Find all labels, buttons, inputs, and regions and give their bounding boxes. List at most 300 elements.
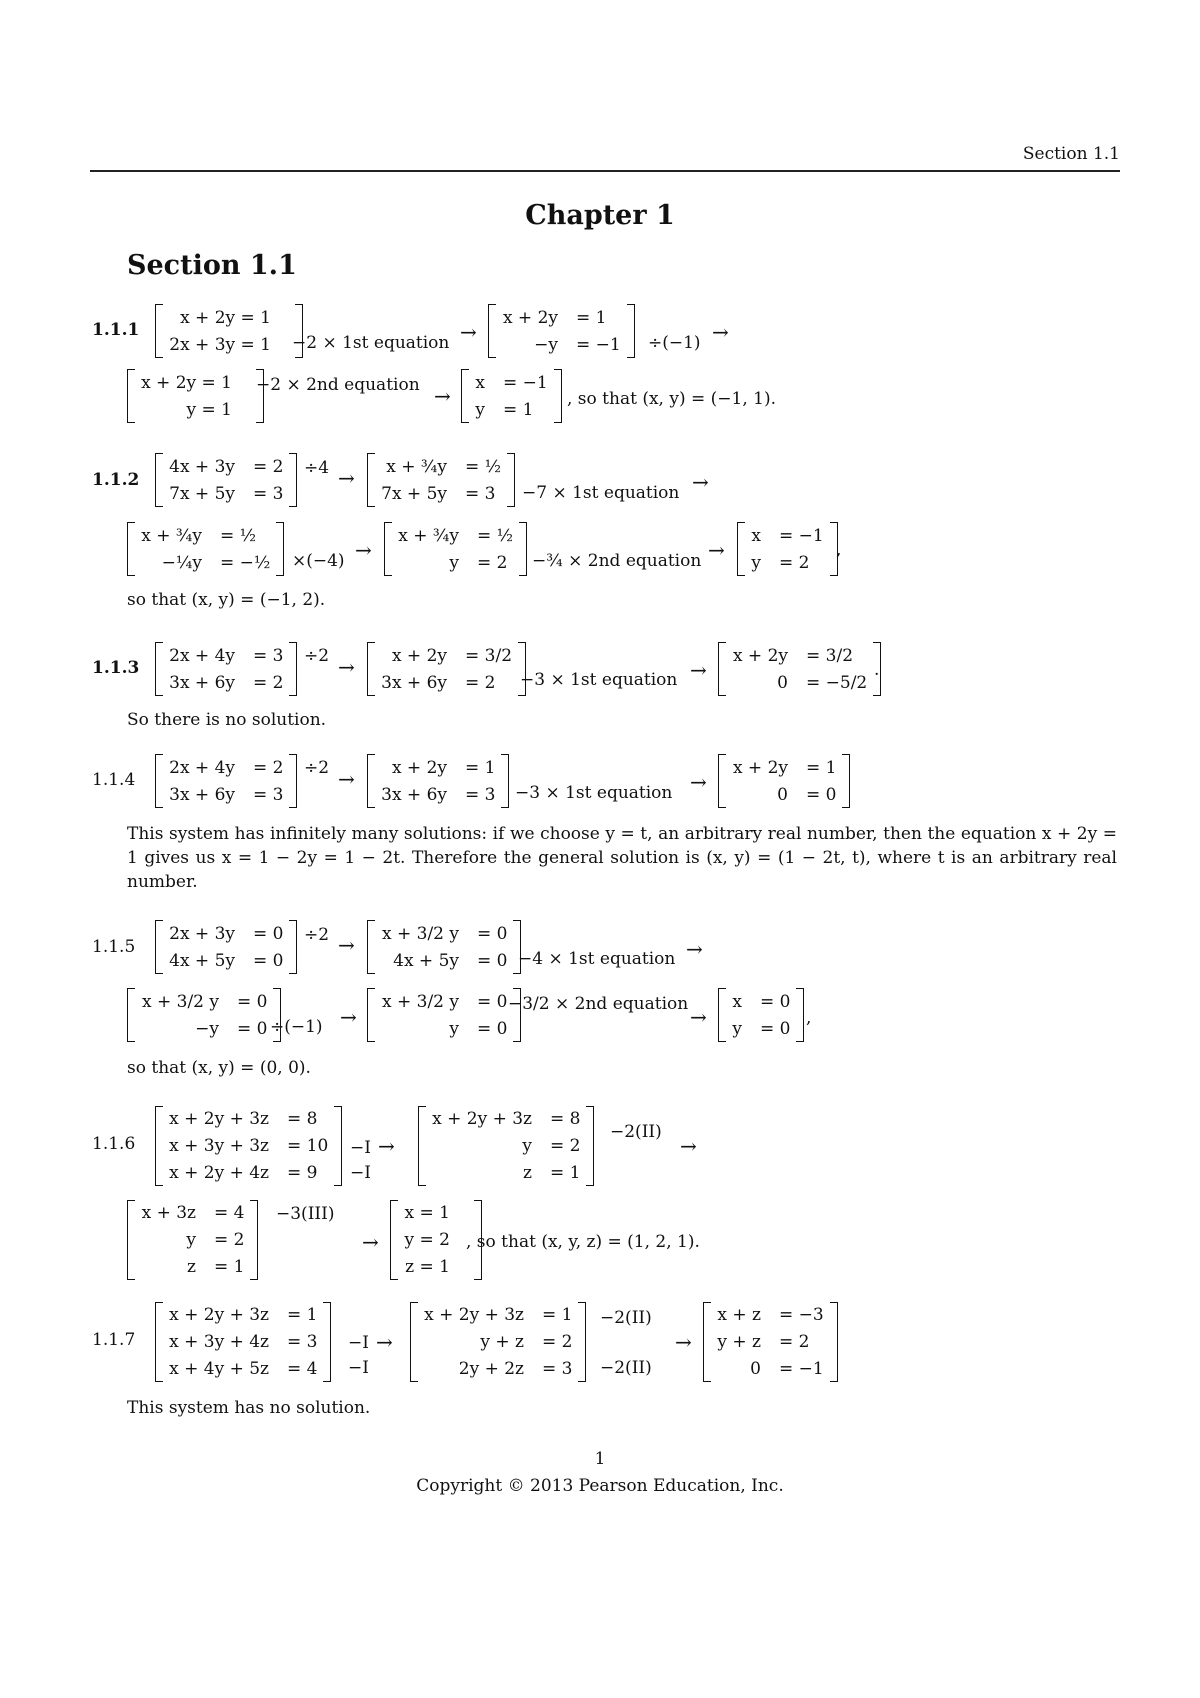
operation-label: −¾ × 2nd equation (532, 551, 702, 571)
matrix-rhs: = −5/2 (806, 672, 868, 693)
matrix-row (169, 1134, 328, 1158)
matrix-lhs: 7x + 5y (169, 483, 235, 504)
matrix (461, 369, 562, 423)
matrix-lhs: −y (195, 1018, 219, 1039)
matrix (367, 453, 515, 507)
matrix-lhs: x + 3y + 4z (169, 1331, 269, 1352)
matrix-row (381, 1017, 507, 1041)
matrix-rhs: = 3 (465, 784, 496, 805)
matrix-rhs (271, 306, 289, 330)
matrix-rhs: = 3 (287, 1331, 318, 1352)
matrix-rhs: = 1 (214, 1256, 245, 1277)
matrix-row (751, 551, 824, 575)
matrix-rhs: = −½ (220, 552, 271, 573)
arrow-icon: → (434, 384, 451, 408)
matrix-rhs: = 2 (477, 552, 508, 573)
matrix-row (141, 551, 270, 575)
comma: , (806, 1008, 812, 1028)
right-bracket (334, 1106, 342, 1186)
right-bracket (289, 920, 297, 974)
right-bracket (323, 1302, 331, 1382)
matrix-row (141, 990, 267, 1014)
matrix-lhs: x + 2y (391, 645, 447, 666)
exercise-label: 1.1.3 (92, 658, 140, 678)
matrix-rhs: = 2 (542, 1331, 573, 1352)
solution-text: so that (x, y) = (0, 0). (127, 1058, 311, 1078)
matrix-row (169, 1303, 317, 1327)
matrix-rhs: = 3 (253, 483, 284, 504)
matrix-rhs: = 2 (779, 1331, 810, 1352)
matrix-lhs: x + 3/2 y (381, 923, 459, 944)
matrix-rhs: = 0 (477, 991, 508, 1012)
exercise-label: 1.1.2 (92, 470, 140, 490)
arrow-icon: → (686, 937, 703, 961)
left-bracket (127, 522, 135, 576)
matrix-row (381, 455, 501, 479)
matrix-rhs: = 0 (760, 991, 791, 1012)
right-bracket (250, 1200, 258, 1280)
matrix-rhs: = 2 (253, 757, 284, 778)
matrix-row (141, 371, 250, 395)
running-header-title: Section 1.1 (1022, 144, 1120, 164)
operation-label: −I (348, 1358, 369, 1378)
solution-text: , so that (x, y) = (−1, 1). (567, 389, 776, 409)
matrix-rhs: = 2 (214, 1229, 245, 1250)
matrix-lhs: x (732, 991, 742, 1012)
matrix (155, 1302, 331, 1382)
left-bracket (155, 304, 163, 358)
matrix (703, 1302, 838, 1382)
matrix (367, 754, 509, 808)
arrow-icon: → (378, 1134, 395, 1158)
matrix-rhs: = 2 (253, 672, 284, 693)
matrix (127, 988, 281, 1042)
matrix-lhs: x + 2y = 1 (141, 372, 232, 393)
left-bracket (737, 522, 745, 576)
solution-text: This system has no solution. (127, 1398, 371, 1418)
right-bracket (627, 304, 635, 358)
matrix-row (502, 333, 621, 357)
matrix (127, 369, 264, 423)
matrix-lhs: x + 2y = 1 (180, 307, 271, 328)
operation-label: −2 × 1st equation (292, 333, 450, 353)
matrix-row (169, 671, 283, 695)
matrix-row (381, 756, 495, 780)
left-bracket (367, 642, 375, 696)
matrix (127, 522, 284, 576)
left-bracket (367, 920, 375, 974)
arrow-icon: → (690, 658, 707, 682)
matrix (155, 453, 297, 507)
right-bracket (501, 754, 509, 808)
operation-label: ÷2 (304, 758, 330, 778)
matrix-row (169, 1357, 317, 1381)
matrix-row (381, 990, 507, 1014)
right-bracket (519, 522, 527, 576)
matrix-row (717, 1357, 824, 1381)
solution-text: This system has infinitely many solutions: if we choose y = t, an arbitrary real number, then the equation x + 2y = 1 gives us x = 1 − 2y = 1 − 2t. Therefore the general solution is (x, y) = (1 − 2t, t), where t is an arbitrary real number. (127, 824, 1117, 892)
matrix-rhs: = 2 (550, 1135, 581, 1156)
right-bracket (554, 369, 562, 423)
matrix-lhs: x + ¾y (386, 456, 447, 477)
matrix-lhs: y (751, 552, 761, 573)
matrix (488, 304, 635, 358)
matrix-row (141, 1017, 267, 1041)
left-bracket (718, 642, 726, 696)
matrix-row (169, 1107, 328, 1131)
matrix-row (381, 644, 512, 668)
matrix (384, 522, 527, 576)
matrix-lhs: 3x + 6y (169, 784, 235, 805)
right-bracket (507, 453, 515, 507)
left-bracket (718, 988, 726, 1042)
matrix-row (717, 1303, 824, 1327)
matrix (155, 754, 297, 808)
right-bracket (276, 522, 284, 576)
matrix-lhs: 0 (777, 672, 788, 693)
right-bracket (289, 642, 297, 696)
matrix (367, 988, 521, 1042)
left-bracket (703, 1302, 711, 1382)
matrix-rhs: = 4 (214, 1203, 245, 1224)
matrix-rhs: = 0 (237, 991, 268, 1012)
matrix-row (751, 524, 824, 548)
matrix-lhs: x + 2y + 3z (169, 1109, 269, 1130)
matrix-row (404, 1228, 468, 1252)
matrix-row (169, 306, 289, 330)
right-bracket (586, 1106, 594, 1186)
exercise-label: 1.1.1 (92, 320, 140, 340)
matrix-row (169, 949, 283, 973)
matrix-row (398, 551, 513, 575)
chapter-title: Chapter 1 (525, 200, 675, 231)
matrix-lhs: 4x + 5y (169, 950, 235, 971)
left-bracket (155, 453, 163, 507)
matrix (718, 988, 804, 1042)
matrix-lhs: −¼y (161, 552, 202, 573)
operation-label: ÷2 (304, 925, 330, 945)
matrix-rhs: = 9 (287, 1162, 318, 1183)
matrix-lhs: x + 2y (732, 645, 788, 666)
right-bracket (842, 754, 850, 808)
left-bracket (127, 369, 135, 423)
matrix-lhs: x + 2y (502, 307, 558, 328)
matrix-lhs: y = 1 (186, 399, 232, 420)
operation-label: −2 × 2nd equation (256, 375, 420, 395)
matrix-rhs: = 1 (503, 399, 534, 420)
matrix-row (169, 455, 283, 479)
matrix-rhs: = −1 (503, 372, 548, 393)
matrix (127, 1200, 258, 1280)
solution-text: , so that (x, y, z) = (1, 2, 1). (466, 1232, 700, 1252)
matrix-row (732, 644, 867, 668)
matrix-rhs: = 0 (477, 923, 508, 944)
matrix-row (141, 1255, 244, 1279)
matrix-rhs: = ½ (220, 525, 257, 546)
matrix-rhs: = 3 (542, 1358, 573, 1379)
operation-label: ×(−4) (292, 551, 345, 571)
matrix-rhs: = −1 (779, 525, 824, 546)
arrow-icon: → (338, 466, 355, 490)
matrix-lhs: x (751, 525, 761, 546)
left-bracket (718, 754, 726, 808)
matrix-rhs: = 2 (465, 672, 496, 693)
left-bracket (390, 1200, 398, 1280)
right-bracket (830, 1302, 838, 1382)
matrix-rhs: = 3 (465, 483, 496, 504)
arrow-icon: → (680, 1134, 697, 1158)
operation-label: ÷4 (304, 458, 330, 478)
matrix-lhs: y + z (717, 1331, 761, 1352)
left-bracket (418, 1106, 426, 1186)
operation-label: −I (350, 1138, 371, 1158)
matrix-lhs: y (449, 1018, 459, 1039)
matrix-row (169, 482, 283, 506)
matrix-lhs: 2x + 4y (169, 645, 235, 666)
matrix-lhs: x + 3/2 y (381, 991, 459, 1012)
matrix-row (424, 1303, 572, 1327)
matrix-lhs: 0 (750, 1358, 761, 1379)
matrix-row (381, 922, 507, 946)
exercise-label: 1.1.5 (92, 937, 136, 957)
arrow-icon: → (338, 767, 355, 791)
left-bracket (488, 304, 496, 358)
operation-label: −3/2 × 2nd equation (508, 994, 689, 1014)
matrix-rhs (232, 371, 250, 395)
matrix-row (169, 1330, 317, 1354)
matrix-rhs: = 2 (253, 456, 284, 477)
matrix-rhs (271, 333, 289, 357)
matrix-row (732, 671, 867, 695)
matrix (367, 920, 521, 974)
matrix-row (169, 333, 289, 357)
matrix-rhs: = 1 (806, 757, 837, 778)
matrix-lhs: y (522, 1135, 532, 1156)
matrix-rhs: = ½ (465, 456, 502, 477)
matrix-row (381, 482, 501, 506)
matrix-lhs: y = 2 (404, 1229, 450, 1250)
arrow-icon: → (338, 655, 355, 679)
matrix-row (717, 1330, 824, 1354)
left-bracket (384, 522, 392, 576)
matrix-row (141, 1201, 244, 1225)
section-title: Section 1.1 (127, 250, 297, 281)
matrix-row (424, 1330, 572, 1354)
matrix-lhs: x + 2y + 3z (169, 1305, 269, 1326)
operation-label: −2(II) (600, 1308, 652, 1328)
copyright: Copyright © 2013 Pearson Education, Inc. (416, 1476, 784, 1496)
matrix-rhs: = 10 (287, 1135, 329, 1156)
matrix-rhs: = 0 (237, 1018, 268, 1039)
matrix-rhs: = 8 (550, 1109, 581, 1130)
operation-label: −3(III) (276, 1204, 335, 1224)
matrix-rhs: = 1 (287, 1305, 318, 1326)
operation-label: ÷(−1) (648, 333, 701, 353)
matrix-lhs: x + 2y + 3z (424, 1305, 524, 1326)
arrow-icon: → (712, 320, 729, 344)
arrow-icon: → (675, 1330, 692, 1354)
arrow-icon: → (376, 1330, 393, 1354)
matrix-rhs: = 1 (465, 757, 496, 778)
matrix-lhs: x + 2y (732, 757, 788, 778)
matrix-rhs: = 1 (542, 1305, 573, 1326)
matrix (367, 642, 526, 696)
matrix-lhs: z = 1 (405, 1256, 450, 1277)
matrix-rhs: = ½ (477, 525, 514, 546)
operation-label: ÷(−1) (270, 1017, 323, 1037)
left-bracket (461, 369, 469, 423)
matrix-lhs: x + z (717, 1305, 761, 1326)
matrix-lhs: 7x + 5y (381, 483, 447, 504)
matrix-row (169, 644, 283, 668)
exercise-label: 1.1.7 (92, 1330, 136, 1350)
matrix-row (381, 949, 507, 973)
matrix-lhs: 4x + 5y (393, 950, 459, 971)
matrix-rhs (450, 1201, 468, 1225)
arrow-icon: → (340, 1005, 357, 1029)
right-bracket (289, 754, 297, 808)
matrix-rhs: = 0 (477, 1018, 508, 1039)
matrix-lhs: y (732, 1018, 742, 1039)
right-bracket (578, 1302, 586, 1382)
matrix-row (169, 1161, 328, 1185)
matrix-lhs: x + ¾y (141, 525, 202, 546)
running-header (90, 144, 1120, 172)
matrix-rhs: = −1 (576, 334, 621, 355)
matrix (155, 920, 297, 974)
matrix-row (502, 306, 621, 330)
matrix (410, 1302, 586, 1382)
matrix-row (381, 671, 512, 695)
matrix-lhs: 4x + 3y (169, 456, 235, 477)
matrix-lhs: y (449, 552, 459, 573)
operation-label: −3 × 1st equation (520, 670, 678, 690)
matrix-lhs: 2x + 3y (169, 923, 235, 944)
arrow-icon: → (692, 470, 709, 494)
matrix-rhs: = 0 (806, 784, 837, 805)
arrow-icon: → (690, 1005, 707, 1029)
matrix-row (141, 398, 250, 422)
exercise-label: 1.1.6 (92, 1134, 136, 1154)
matrix-rhs: = 4 (287, 1358, 318, 1379)
right-bracket (796, 988, 804, 1042)
matrix-rhs: = 3/2 (465, 645, 513, 666)
left-bracket (155, 1302, 163, 1382)
matrix-lhs: x + 2y (391, 757, 447, 778)
matrix-lhs: x + 3z (141, 1203, 196, 1224)
exercise-label: 1.1.4 (92, 770, 136, 790)
matrix-rhs: = 3 (253, 784, 284, 805)
matrix-lhs: 3x + 6y (381, 672, 447, 693)
matrix-lhs: x + 3y + 3z (169, 1135, 269, 1156)
matrix-rhs (232, 398, 250, 422)
matrix-rhs: = 1 (550, 1162, 581, 1183)
matrix-row (432, 1134, 580, 1158)
matrix-row (398, 524, 513, 548)
matrix-lhs: z (187, 1256, 196, 1277)
matrix (155, 642, 297, 696)
matrix-lhs: x + 3/2 y (141, 991, 219, 1012)
matrix-rhs: = 2 (779, 552, 810, 573)
matrix (737, 522, 838, 576)
arrow-icon: → (355, 538, 372, 562)
left-bracket (410, 1302, 418, 1382)
arrow-icon: → (362, 1230, 379, 1254)
matrix-row (732, 1017, 790, 1041)
matrix-row (732, 756, 836, 780)
solution-text: so that (x, y) = (−1, 2). (127, 590, 326, 610)
matrix-rhs: = 1 (576, 307, 607, 328)
matrix-rhs: = 0 (253, 950, 284, 971)
matrix-lhs: 2x + 4y (169, 757, 235, 778)
matrix-row (732, 783, 836, 807)
matrix (718, 642, 881, 696)
operation-label: −2(II) (600, 1358, 652, 1378)
operation-label: −4 × 1st equation (518, 949, 676, 969)
matrix-lhs: y (186, 1229, 196, 1250)
operation-label: −7 × 1st equation (522, 483, 680, 503)
period: . (874, 660, 880, 680)
left-bracket (127, 988, 135, 1042)
matrix-lhs: 2x + 3y = 1 (169, 334, 271, 355)
left-bracket (155, 920, 163, 974)
matrix-lhs: x + 4y + 5z (169, 1358, 269, 1379)
arrow-icon: → (690, 770, 707, 794)
matrix-rhs: = 3 (253, 645, 284, 666)
matrix-lhs: z (523, 1162, 532, 1183)
matrix-rhs: = −3 (779, 1305, 824, 1326)
matrix (418, 1106, 594, 1186)
matrix-row (404, 1255, 468, 1279)
matrix-lhs: y (475, 399, 485, 420)
left-bracket (127, 1200, 135, 1280)
matrix-row (381, 783, 495, 807)
matrix-lhs: x + ¾y (398, 525, 459, 546)
operation-label: −I (350, 1163, 371, 1183)
operation-label: −3 × 1st equation (515, 783, 673, 803)
matrix-row (141, 1228, 244, 1252)
solution-text: So there is no solution. (127, 710, 327, 730)
matrix-row (475, 398, 548, 422)
left-bracket (155, 642, 163, 696)
matrix-row (432, 1107, 580, 1131)
comma: , (836, 540, 842, 560)
matrix-lhs: y + z (480, 1331, 524, 1352)
matrix-lhs: x + 2y + 4z (169, 1162, 269, 1183)
arrow-icon: → (708, 538, 725, 562)
matrix (155, 304, 303, 358)
matrix-row (404, 1201, 468, 1225)
matrix (718, 754, 850, 808)
matrix-lhs: 0 (777, 784, 788, 805)
matrix-rhs: = 0 (253, 923, 284, 944)
matrix-row (424, 1357, 572, 1381)
matrix-row (169, 922, 283, 946)
matrix-lhs: 3x + 6y (381, 784, 447, 805)
matrix-rhs: = 0 (477, 950, 508, 971)
operation-label: ÷2 (304, 646, 330, 666)
left-bracket (367, 988, 375, 1042)
matrix-lhs: x + 2y + 3z (432, 1109, 532, 1130)
matrix-lhs: 3x + 6y (169, 672, 235, 693)
matrix-rhs (450, 1255, 468, 1279)
matrix-rhs: = 0 (760, 1018, 791, 1039)
matrix-row (141, 524, 270, 548)
matrix-lhs: 2y + 2z (458, 1358, 524, 1379)
arrow-icon: → (338, 933, 355, 957)
matrix-rhs: = −1 (779, 1358, 824, 1379)
operation-label: −2(II) (610, 1122, 662, 1142)
